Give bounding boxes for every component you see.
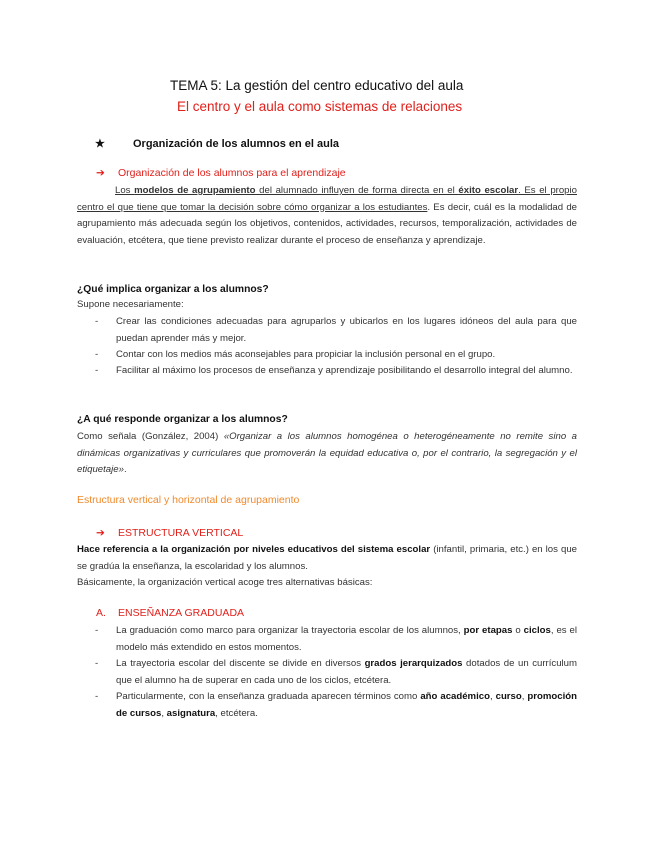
bullet-dash: - (95, 625, 99, 636)
bullet-dash: - (95, 365, 99, 376)
graduada-term-grados: grados jerarquizados (364, 658, 463, 669)
intro-term-modelos: modelos de agrupamiento (134, 185, 256, 196)
star-heading (95, 137, 339, 150)
bullet-dash: - (95, 316, 99, 327)
heading-a-que-responde: ¿A qué responde organizar a los alumnos? (77, 414, 288, 425)
intro-paragraph (77, 183, 577, 249)
intro-term-exito: éxito escolar (458, 185, 519, 196)
responde-paragraph (77, 429, 577, 479)
graduada-term-ciclos: ciclos (523, 625, 551, 636)
intro-text-4: . Es decir, cuál es la modalidad de agrupamiento más adecuada según los objetivos, contenidos, actividades, recursos, temporalización, actividades de evaluación, etcétera, que tiene previsto realizar durante el proceso de enseñanza y aprendizaje. (77, 201, 577, 246)
intro-text-2: del alumnado influyen de forma directa en el (255, 185, 459, 196)
graduada-text: dotados de un currículum que el alumno ha de superar en cada uno de los ciclos, etcétera. (116, 658, 577, 686)
graduada-text: o (512, 625, 524, 636)
arrow-heading-aprendizaje-text: Organización de los alumnos para el aprendizaje (118, 167, 346, 179)
bullet-dash: - (95, 349, 99, 360)
section-estructura-agrupamiento: Estructura vertical y horizontal de agrupamiento (77, 494, 300, 506)
implica-bullet-3: Facilitar al máximo los procesos de enseñanza y aprendizaje posibilitando el desarrollo integral del alumno. (116, 365, 573, 376)
implica-bullet-2: Contar con los medios más aconsejables para propiciar la inclusión personal en el grupo. (116, 349, 496, 360)
intro-text-1: Los (115, 185, 135, 196)
responde-end: . (123, 464, 127, 475)
responde-text: Como señala (González, 2004) (77, 431, 224, 442)
arrow-heading-aprendizaje (96, 167, 346, 179)
page-title: TEMA 5: La gestión del centro educativo del aula (170, 78, 464, 93)
star-heading-text: Organización de los alumnos en el aula (133, 138, 339, 150)
responde-quote: «Organizar a los alumnos homogénea o heterogéneamente no remite sino a dinámicas organizativas y curriculares que promoverán la equidad educativa o, por el contrario, la segregación y el etiquetaje» (77, 431, 577, 475)
graduada-text: Particularmente, con la enseñanza graduada aparecen términos como (116, 691, 421, 702)
graduada-term-etapas: por etapas (463, 625, 513, 636)
subheading-ensenanza-graduada (96, 607, 244, 619)
vertical-definition: Hace referencia a la organización por niveles educativos del sistema escolar (77, 544, 431, 555)
graduada-text: , (489, 691, 496, 702)
arrow-right-icon: ➔ (96, 167, 105, 179)
graduada-text: , es el modelo más extendido en estos momentos. (116, 625, 577, 653)
bullet-dash: - (95, 691, 99, 702)
graduada-bullet-3 (116, 689, 577, 722)
graduada-text: , (521, 691, 528, 702)
graduada-text: La trayectoria escolar del discente se divide en diversos (116, 658, 365, 669)
arrow-right-icon: ➔ (96, 527, 105, 539)
intro-text-3: . Es el propio centro el que tiene que tomar la decisión sobre cómo organizar a los estudiantes (77, 185, 577, 213)
bullet-dash: - (95, 658, 99, 669)
implica-bullet-1: Crear las condiciones adecuadas para agruparlos y ubicarlos en los lugares idóneos del aula para que puedan aprender más y mejor. (116, 316, 577, 344)
graduada-term-ano: año académico (420, 691, 490, 702)
vertical-definition-rest: (infantil, primaria, etc.) en los que se gradúa la enseñanza, la escolaridad y los alumnos. (77, 544, 577, 572)
arrow-heading-estructura-vertical (96, 527, 243, 539)
vertical-alternativas: Básicamente, la organización vertical acoge tres alternativas básicas: (77, 577, 373, 588)
graduada-term-asignatura: asignatura (166, 707, 216, 719)
que-implica-lead: Supone necesariamente: (77, 299, 184, 310)
vertical-paragraph (77, 542, 577, 575)
subheading-ensenanza-graduada-text: ENSEÑANZA GRADUADA (118, 607, 245, 619)
graduada-term-curso: curso (495, 691, 522, 702)
list-label-a: A. (96, 607, 106, 619)
graduada-bullet-2 (116, 656, 577, 689)
arrow-heading-estructura-vertical-text: ESTRUCTURA VERTICAL (118, 527, 244, 539)
graduada-text: , etcétera. (215, 707, 258, 719)
heading-que-implica: ¿Qué implica organizar a los alumnos? (77, 284, 269, 295)
graduada-term-promocion: promoción de cursos (116, 691, 577, 719)
graduada-bullet-1 (116, 623, 577, 656)
star-icon: ★ (95, 138, 105, 150)
graduada-text: , (161, 707, 167, 719)
page-subtitle: El centro y el aula como sistemas de relaciones (177, 99, 463, 114)
graduada-text: La graduación como marco para organizar la trayectoria escolar de los alumnos, (116, 625, 464, 636)
